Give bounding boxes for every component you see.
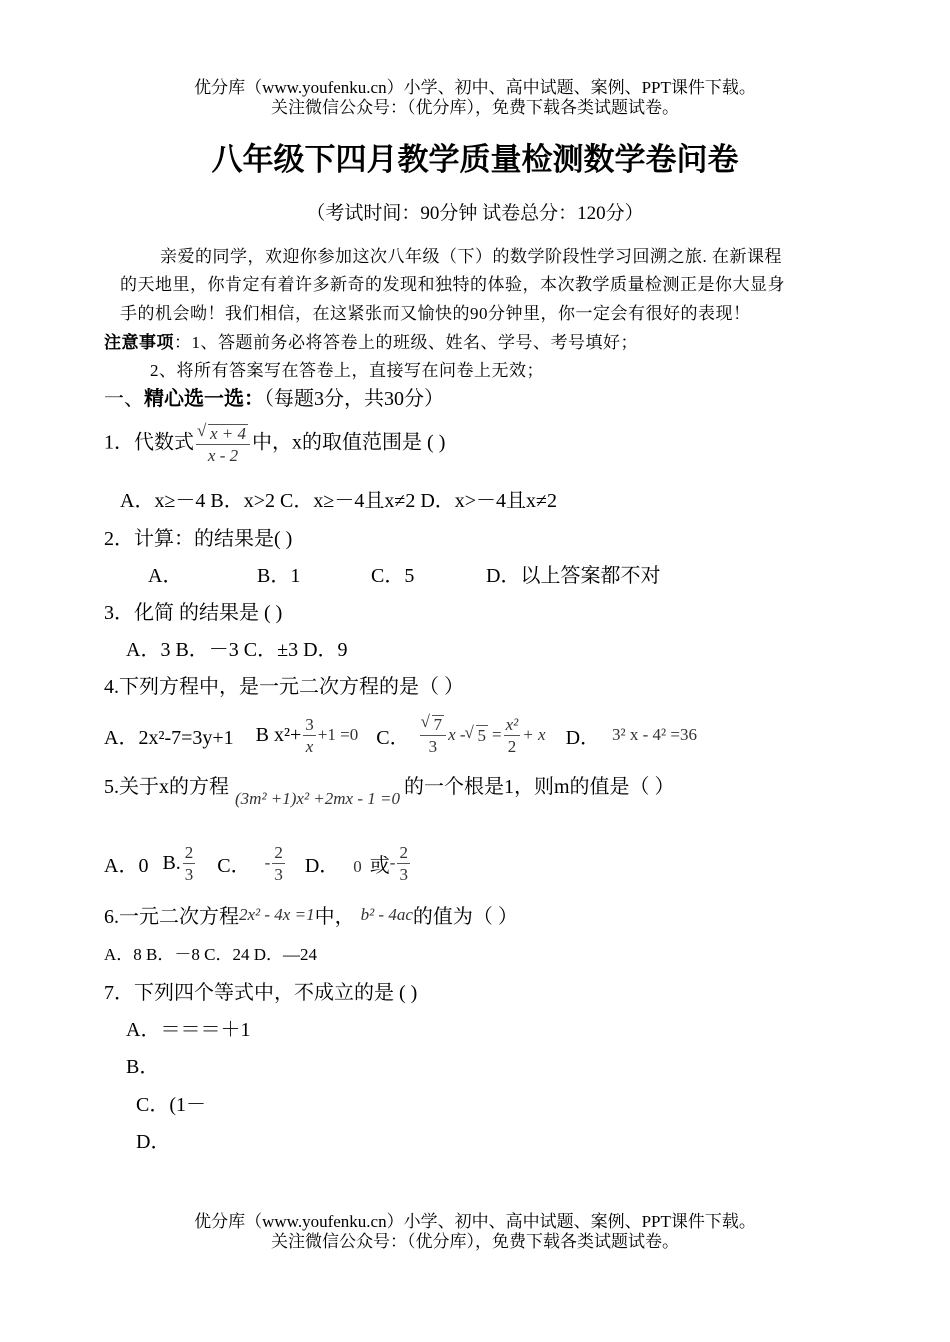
q4-option-b-fraction <box>303 716 316 755</box>
q4-option-c-fraction-1 <box>420 715 447 755</box>
q2-option-a: A． <box>148 565 183 587</box>
question-4-options <box>104 710 697 760</box>
question-3-options: A．3 B．－3 C．±3 D．9 <box>126 639 348 661</box>
q4-option-c-root: √ 5 <box>476 725 489 746</box>
q4-c-num2: x² <box>505 714 519 734</box>
q5-stem-b: 的一个根是1，则m的值是（ ） <box>404 776 675 798</box>
q4-b-den: x <box>305 736 314 756</box>
q7-option-c: C．(1－ <box>136 1094 206 1116</box>
q6-stem-c: 的值为（ ） <box>412 906 518 928</box>
q5-c-num: 2 <box>274 842 283 862</box>
q5-option-d: D． <box>304 854 340 877</box>
q4-option-d-expr: 3² x - 4² =36 <box>612 725 697 744</box>
q5-b-num: 2 <box>184 842 194 862</box>
question-2-stem: 2．计算：的结果是( ) <box>104 528 293 550</box>
q4-option-c-fraction-2 <box>504 716 521 755</box>
q5-c-den: 3 <box>274 864 283 884</box>
q5-b-fraction <box>183 844 196 883</box>
q5-b-den: 3 <box>184 864 194 884</box>
q4-b-num: 3 <box>305 714 314 734</box>
question-3-stem: 3．化简 的结果是 ( ) <box>104 602 283 624</box>
q5-equation: (3m² +1)x² +2mx - 1 =0 <box>235 788 400 808</box>
exam-info: （考试时间：90分钟 试卷总分：120分） <box>306 203 644 224</box>
q4-option-c-label: C． <box>376 726 410 749</box>
q7-option-b: B． <box>126 1056 160 1078</box>
question-5-options <box>104 838 412 888</box>
q1-stem-b: 中，x的取值范围是 ( ) <box>252 431 446 454</box>
q7-option-a: A．＝＝＝＋1 <box>126 1019 251 1041</box>
question-6-stem <box>104 900 518 929</box>
q7-option-d: D． <box>136 1131 171 1153</box>
q6-stem-b: 中， <box>314 906 355 928</box>
intro-line-3: 手的机会呦！我们相信，在这紧张而又愉快的90分钟里，你一定会有很好的表现！ <box>120 304 751 323</box>
intro-line-2: 的天地里，你肯定有着许多新奇的发现和独特的体验，本次教学质量检测正是你大显身 <box>120 275 785 294</box>
q6-discriminant: b² - 4ac <box>360 904 413 924</box>
q5-d-or: 或 <box>369 854 390 877</box>
q4-option-d-label: D． <box>565 726 601 749</box>
q5-option-b: B. <box>162 851 181 874</box>
question-4-stem: 4.下列方程中，是一元二次方程的是（ ） <box>104 676 464 698</box>
q1-stem-a: 1．代数式 <box>104 431 194 454</box>
section-1-header <box>104 382 444 411</box>
section-1-score: （每题3分，共30分） <box>264 388 444 410</box>
q4-option-c-tail: + x <box>522 725 546 744</box>
header-line-1: 优分库（www.youfenku.cn）小学、初中、高中试题、案例、PPT课件下载。 <box>194 78 756 97</box>
q4-c-den1: 3 <box>428 737 438 756</box>
footer-line-1: 优分库（www.youfenku.cn）小学、初中、高中试题、案例、PPT课件下载。 <box>194 1212 756 1231</box>
q4-option-b-label: B x²+ <box>255 723 302 746</box>
q5-d-num: 2 <box>399 842 408 862</box>
q1-numerator: √ x + 4 <box>208 424 248 442</box>
intro-line-1: 亲爱的同学，欢迎你参加这次八年级（下）的数学阶段性学习回溯之旅. 在新课程 <box>160 247 782 266</box>
q5-d-den: 3 <box>399 864 408 884</box>
section-1-prefix: 一、 <box>104 388 144 410</box>
question-5-stem <box>104 770 675 808</box>
q2-option-c: C．5 <box>371 565 415 587</box>
q5-c-sign: - <box>264 853 271 872</box>
question-7-stem: 7．下列四个等式中，不成立的是 ( ) <box>104 982 418 1004</box>
q2-option-d: D．以上答案都不对 <box>486 565 661 587</box>
notice-item-1: ：1、答题前务必将答卷上的班级、姓名、学号、考号填好； <box>174 333 638 352</box>
q2-option-b: B．1 <box>257 565 301 587</box>
q4-option-c-mid: x - <box>448 725 466 744</box>
q5-d-sign: - <box>389 853 396 872</box>
q4-option-a: A．2x²-7=3y+1 <box>104 726 234 749</box>
question-1-stem <box>104 424 445 464</box>
q4-option-b-tail: +1 =0 <box>317 725 359 744</box>
q5-d-fraction <box>397 844 410 883</box>
q5-c-fraction <box>272 844 285 883</box>
q6-equation: 2x² - 4x =1 <box>239 904 315 924</box>
q5-option-a: A．0 <box>104 854 149 877</box>
section-1-label: 精心选一选： <box>144 388 264 410</box>
header-line-2: 关注微信公众号：（优分库），免费下载各类试题试卷。 <box>271 98 679 117</box>
q6-stem-a: 6.一元二次方程 <box>104 906 239 928</box>
q5-d-zero: 0 <box>353 857 362 876</box>
notice-line-1 <box>104 328 638 353</box>
q4-option-c-eq: = <box>492 725 502 744</box>
q4-c-den2: 2 <box>507 736 517 756</box>
notice-label: 注意事项 <box>104 333 174 352</box>
question-6-options: A．8 B．－8 C．24 D．—24 <box>104 945 317 964</box>
q5-stem-a: 5.关于x的方程 <box>104 776 229 798</box>
question-1-options: A．x≥－4 B．x>2 C．x≥－4且x≠2 D．x>－4且x≠2 <box>120 490 558 512</box>
page-title: 八年级下四月教学质量检测数学卷问卷 <box>211 142 739 177</box>
q1-denominator: x - 2 <box>207 446 239 465</box>
q1-expression <box>196 424 250 464</box>
footer-line-2: 关注微信公众号：（优分库），免费下载各类试题试卷。 <box>271 1232 679 1251</box>
notice-item-2: 2、将所有答案写在答卷上，直接写在问卷上无效； <box>150 361 544 380</box>
q4-c-num1: √ 7 <box>432 715 445 733</box>
q5-option-c: C． <box>217 854 251 877</box>
